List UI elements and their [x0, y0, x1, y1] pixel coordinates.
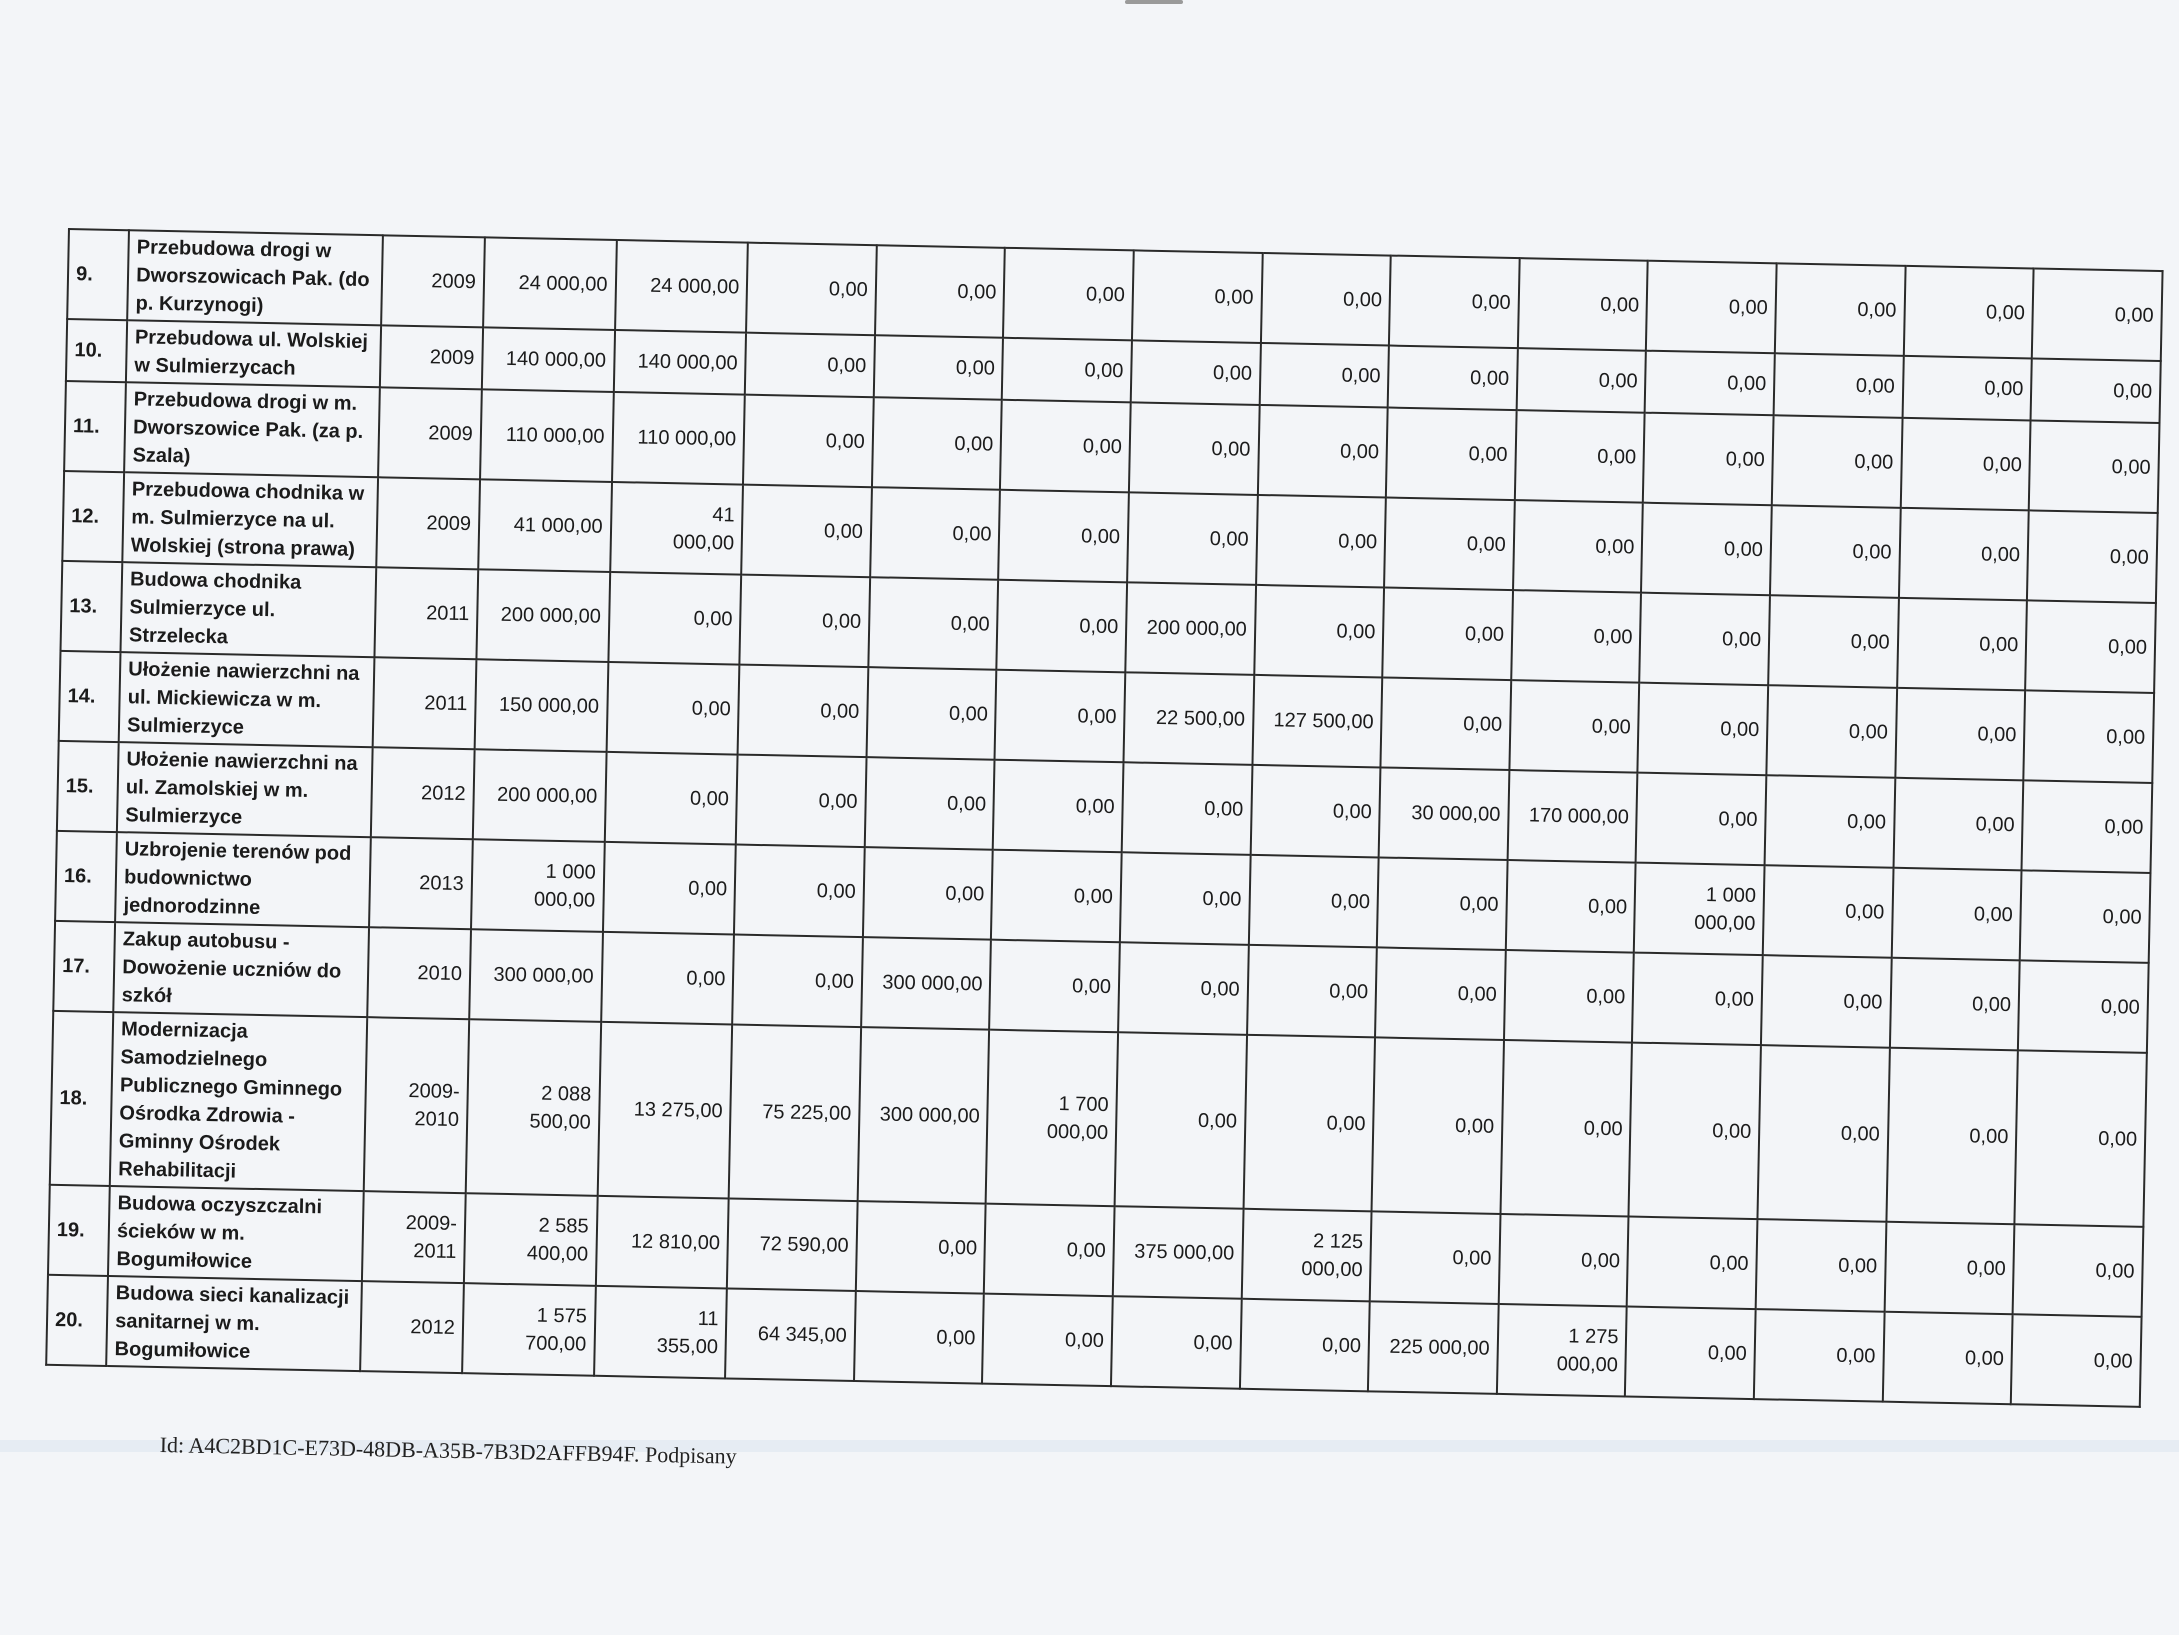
- amount-cell: 0,00: [603, 842, 736, 935]
- task-name: Budowa chodnika Sulmierzyce ul. Strzelecka: [121, 562, 377, 657]
- amount-cell: 0,00: [1243, 1035, 1375, 1212]
- amount-cell: 0,00: [1111, 1296, 1241, 1389]
- amount-cell: 0,00: [1511, 590, 1641, 683]
- amount-cell: 375 000,00: [1113, 1206, 1243, 1299]
- row-number: 11.: [64, 381, 126, 472]
- amount-cell: 0,00: [1132, 250, 1262, 343]
- amount-cell: 0,00: [984, 1204, 1114, 1297]
- amount-cell: 0,00: [2011, 1314, 2142, 1407]
- row-number: 9.: [67, 229, 129, 320]
- row-number: 20.: [46, 1275, 108, 1366]
- amount-cell: 0,00: [1386, 408, 1516, 501]
- amount-cell: 0,00: [1638, 683, 1768, 776]
- task-years: 2011: [375, 567, 478, 659]
- investment-table-wrapper: [45, 228, 2163, 1408]
- amount-cell: 1 275 000,00: [1497, 1304, 1627, 1397]
- amount-cell: 0,00: [745, 333, 875, 398]
- total-cost: 150 000,00: [474, 659, 607, 752]
- task-years: 2009: [378, 387, 481, 479]
- amount-cell: 0,00: [1645, 351, 1775, 416]
- task-name: Uzbrojenie terenów pod budownictwo jednorodzinne: [115, 832, 371, 927]
- amount-cell: 0,00: [1774, 353, 1904, 418]
- amount-cell: 0,00: [1761, 955, 1891, 1048]
- amount-cell: 0,00: [1643, 413, 1773, 506]
- amount-cell: 24 000,00: [615, 240, 748, 333]
- amount-cell: 225 000,00: [1368, 1301, 1498, 1394]
- amount-cell: 0,00: [1627, 1217, 1757, 1310]
- amount-cell: 0,00: [1516, 348, 1646, 413]
- amount-cell: 0,00: [1381, 677, 1511, 770]
- amount-cell: 1 700 000,00: [986, 1030, 1118, 1207]
- table-body: [46, 229, 2162, 1407]
- amount-cell: 0,00: [1375, 947, 1505, 1040]
- amount-cell: 0,00: [874, 335, 1004, 400]
- total-cost: 2 088 500,00: [466, 1019, 601, 1196]
- amount-cell: 0,00: [1641, 503, 1771, 596]
- amount-cell: 110 000,00: [612, 392, 745, 485]
- amount-cell: 0,00: [2029, 420, 2160, 513]
- amount-cell: 0,00: [743, 395, 873, 488]
- amount-cell: 0,00: [1763, 865, 1893, 958]
- task-years: 2013: [369, 837, 472, 929]
- amount-cell: 0,00: [1640, 593, 1770, 686]
- amount-cell: 0,00: [1250, 765, 1380, 858]
- total-cost: 200 000,00: [476, 569, 609, 662]
- amount-cell: 0,00: [1504, 950, 1634, 1043]
- amount-cell: 0,00: [1768, 595, 1898, 688]
- amount-cell: 0,00: [1625, 1307, 1755, 1400]
- amount-cell: 0,00: [1388, 346, 1518, 411]
- amount-cell: 0,00: [1900, 418, 2030, 511]
- amount-cell: 0,00: [997, 580, 1127, 673]
- amount-cell: 0,00: [866, 667, 996, 760]
- task-years: 2012: [360, 1281, 463, 1373]
- task-name: Przebudowa ul. Wolskiej w Sulmierzycach: [126, 320, 381, 387]
- amount-cell: 0,00: [2013, 1224, 2144, 1317]
- task-name: Przebudowa drogi w m. Dworszowice Pak. (za p. Szala): [124, 382, 380, 477]
- amount-cell: 0,00: [1646, 261, 1776, 354]
- amount-cell: 0,00: [868, 577, 998, 670]
- amount-cell: 13 275,00: [597, 1022, 732, 1199]
- amount-cell: 30 000,00: [1379, 767, 1509, 860]
- amount-cell: 0,00: [1131, 340, 1261, 405]
- amount-cell: 0,00: [1500, 1040, 1632, 1217]
- row-number: 10.: [66, 319, 127, 382]
- amount-cell: 0,00: [1256, 495, 1386, 588]
- amount-cell: 0,00: [2031, 358, 2161, 423]
- task-years: 2009: [381, 235, 484, 327]
- amount-cell: 300 000,00: [857, 1027, 989, 1204]
- amount-cell: 0,00: [1258, 405, 1388, 498]
- amount-cell: 0,00: [604, 752, 737, 845]
- total-cost: 41 000,00: [478, 479, 611, 572]
- amount-cell: 0,00: [1515, 410, 1645, 503]
- amount-cell: 0,00: [608, 572, 741, 665]
- task-name: Ułożenie nawierzchni na ul. Zamolskiej w m. Sulmierzyce: [117, 742, 373, 837]
- amount-cell: 12 810,00: [595, 1196, 728, 1289]
- amount-cell: 0,00: [1115, 1032, 1247, 1209]
- amount-cell: 0,00: [1884, 1222, 2014, 1315]
- row-number: 19.: [48, 1185, 110, 1276]
- amount-cell: 0,00: [993, 760, 1123, 853]
- amount-cell: 0,00: [854, 1291, 984, 1384]
- amount-cell: 0,00: [732, 935, 862, 1028]
- amount-cell: 0,00: [1903, 266, 2033, 359]
- amount-cell: 0,00: [1259, 343, 1389, 408]
- total-cost: 24 000,00: [483, 237, 616, 330]
- amount-cell: 0,00: [1384, 498, 1514, 591]
- amount-cell: 0,00: [601, 932, 734, 1025]
- amount-cell: 1 000 000,00: [1634, 863, 1764, 956]
- amount-cell: 0,00: [865, 757, 995, 850]
- punch-mark: [1125, 0, 1183, 4]
- amount-cell: 75 225,00: [729, 1024, 861, 1201]
- amount-cell: 64 345,00: [725, 1288, 855, 1381]
- amount-cell: 0,00: [2015, 1050, 2147, 1227]
- amount-cell: 0,00: [738, 665, 868, 758]
- row-number: 16.: [55, 831, 117, 922]
- amount-cell: 0,00: [999, 490, 1129, 583]
- amount-cell: 0,00: [1756, 1219, 1886, 1312]
- task-name: Zakup autobusu - Dowożenie uczniów do szkół: [113, 922, 369, 1017]
- amount-cell: 0,00: [1765, 775, 1895, 868]
- row-number: 13.: [61, 561, 123, 652]
- amount-cell: 0,00: [1775, 263, 1905, 356]
- amount-cell: 0,00: [1118, 942, 1248, 1035]
- amount-cell: 0,00: [1389, 256, 1519, 349]
- amount-cell: 0,00: [863, 847, 993, 940]
- total-cost: 1 575 700,00: [462, 1283, 595, 1376]
- amount-cell: 0,00: [2024, 690, 2155, 783]
- amount-cell: 0,00: [1499, 1214, 1629, 1307]
- task-years: 2009: [376, 477, 479, 569]
- amount-cell: 140 000,00: [613, 330, 746, 395]
- total-cost: 2 585 400,00: [464, 1193, 597, 1286]
- amount-cell: 0,00: [1002, 338, 1132, 403]
- amount-cell: 0,00: [1127, 492, 1257, 585]
- amount-cell: 0,00: [1377, 857, 1507, 950]
- amount-cell: 0,00: [1240, 1299, 1370, 1392]
- amount-cell: 0,00: [1122, 762, 1252, 855]
- amount-cell: 0,00: [1770, 505, 1900, 598]
- task-years: 2010: [367, 927, 470, 1019]
- amount-cell: 0,00: [1261, 253, 1391, 346]
- amount-cell: 0,00: [1370, 1211, 1500, 1304]
- total-cost: 200 000,00: [473, 749, 606, 842]
- amount-cell: 0,00: [1897, 598, 2027, 691]
- amount-cell: 0,00: [1882, 1312, 2012, 1405]
- row-number: 14.: [59, 651, 121, 742]
- amount-cell: 0,00: [1248, 855, 1378, 948]
- amount-cell: 0,00: [740, 575, 870, 668]
- task-years: 2009- 2011: [362, 1191, 465, 1283]
- amount-cell: 0,00: [982, 1294, 1112, 1387]
- amount-cell: 0,00: [991, 850, 1121, 943]
- investment-table: [45, 228, 2163, 1408]
- amount-cell: 0,00: [1003, 248, 1133, 341]
- amount-cell: 300 000,00: [861, 937, 991, 1030]
- amount-cell: 41 000,00: [610, 482, 743, 575]
- amount-cell: 0,00: [1754, 1309, 1884, 1402]
- amount-cell: 0,00: [1890, 958, 2020, 1051]
- task-name: Budowa sieci kanalizacji sanitarnej w m. Bogumiłowice: [106, 1276, 362, 1371]
- amount-cell: 170 000,00: [1507, 770, 1637, 863]
- amount-cell: 0,00: [746, 243, 876, 336]
- amount-cell: 0,00: [1372, 1037, 1504, 1214]
- total-cost: 140 000,00: [482, 327, 615, 392]
- document-id-footer: Id: A4C2BD1C-E73D-48DB-A35B-7B3D2AFFB94F. Podpisany: [159, 1432, 737, 1469]
- amount-cell: 0,00: [1899, 508, 2029, 601]
- amount-cell: 22 500,00: [1124, 672, 1254, 765]
- amount-cell: 0,00: [2018, 960, 2149, 1053]
- amount-cell: 0,00: [1254, 585, 1384, 678]
- task-years: 2009: [380, 325, 483, 389]
- amount-cell: 0,00: [856, 1201, 986, 1294]
- amount-cell: 0,00: [1636, 773, 1766, 866]
- amount-cell: 0,00: [2027, 510, 2158, 603]
- amount-cell: 0,00: [1772, 415, 1902, 508]
- amount-cell: 0,00: [1513, 500, 1643, 593]
- amount-cell: 0,00: [875, 245, 1005, 338]
- amount-cell: 0,00: [872, 397, 1002, 490]
- amount-cell: 0,00: [1757, 1045, 1889, 1222]
- task-name: Modernizacja Samodzielnego Publicznego Gminnego Ośrodka Zdrowia - Gminny Ośrodek Rehabilitacji: [110, 1012, 368, 1191]
- amount-cell: 0,00: [736, 755, 866, 848]
- amount-cell: 0,00: [1766, 685, 1896, 778]
- amount-cell: 0,00: [2020, 870, 2151, 963]
- amount-cell: 0,00: [2032, 268, 2163, 361]
- total-cost: 110 000,00: [480, 389, 613, 482]
- amount-cell: 0,00: [1120, 852, 1250, 945]
- amount-cell: 0,00: [1629, 1043, 1761, 1220]
- row-number: 12.: [62, 471, 124, 562]
- task-years: 2009- 2010: [364, 1017, 469, 1193]
- amount-cell: 0,00: [1247, 945, 1377, 1038]
- amount-cell: 0,00: [1895, 688, 2025, 781]
- amount-cell: 0,00: [1632, 953, 1762, 1046]
- task-years: 2011: [373, 657, 476, 749]
- amount-cell: 0,00: [734, 845, 864, 938]
- task-name: Przebudowa chodnika w m. Sulmierzyce na ul. Wolskiej (strona prawa): [122, 472, 378, 567]
- amount-cell: 0,00: [606, 662, 739, 755]
- amount-cell: 0,00: [1891, 868, 2021, 961]
- amount-cell: 0,00: [1382, 587, 1512, 680]
- row-number: 15.: [57, 741, 119, 832]
- amount-cell: 0,00: [1506, 860, 1636, 953]
- total-cost: 1 000 000,00: [471, 839, 604, 932]
- amount-cell: 0,00: [1000, 400, 1130, 493]
- amount-cell: 11 355,00: [594, 1286, 727, 1379]
- amount-cell: 200 000,00: [1125, 582, 1255, 675]
- amount-cell: 0,00: [1902, 356, 2032, 421]
- amount-cell: 0,00: [2025, 600, 2156, 693]
- amount-cell: 0,00: [995, 670, 1125, 763]
- amount-cell: 0,00: [1509, 680, 1639, 773]
- task-name: Ułożenie nawierzchni na ul. Mickiewicza w m. Sulmierzyce: [119, 652, 375, 747]
- amount-cell: 127 500,00: [1252, 675, 1382, 768]
- amount-cell: 0,00: [1893, 778, 2023, 871]
- amount-cell: 0,00: [1129, 402, 1259, 495]
- amount-cell: 2 125 000,00: [1241, 1209, 1371, 1302]
- task-years: 2012: [371, 747, 474, 839]
- row-number: 18.: [50, 1011, 114, 1186]
- amount-cell: 0,00: [1886, 1048, 2018, 1225]
- amount-cell: 0,00: [741, 485, 871, 578]
- amount-cell: 0,00: [1518, 258, 1648, 351]
- amount-cell: 72 590,00: [727, 1198, 857, 1291]
- task-name: Budowa oczyszczalni ścieków w m. Bogumiłowice: [108, 1186, 364, 1281]
- task-name: Przebudowa drogi w Dworszowicach Pak. (do p. Kurzynogi): [127, 230, 383, 325]
- row-number: 17.: [53, 921, 115, 1012]
- amount-cell: 0,00: [990, 940, 1120, 1033]
- amount-cell: 0,00: [870, 487, 1000, 580]
- amount-cell: 0,00: [2022, 780, 2153, 873]
- total-cost: 300 000,00: [469, 929, 602, 1022]
